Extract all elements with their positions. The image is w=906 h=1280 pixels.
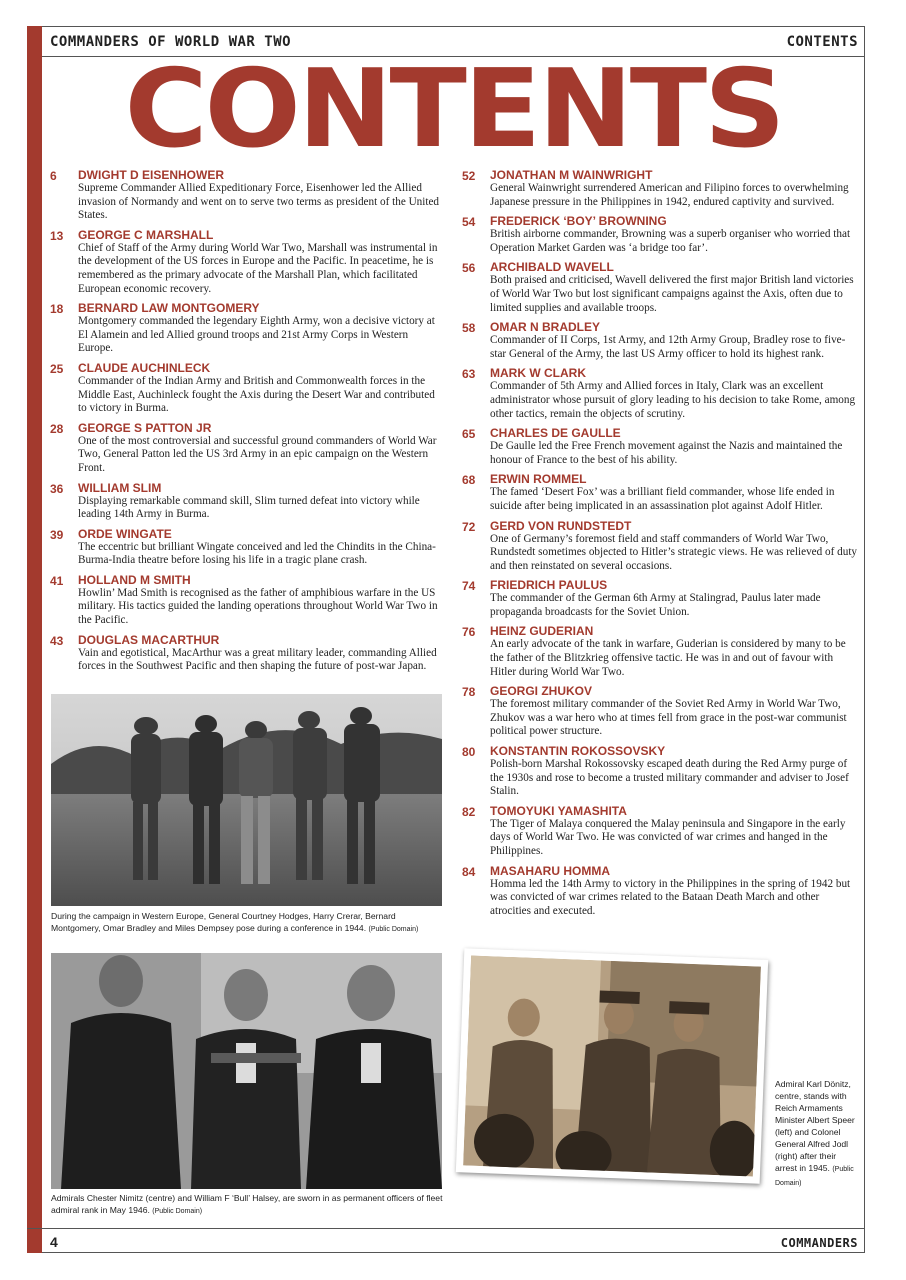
page-number: 4 — [50, 1234, 59, 1250]
footer-rule — [27, 1228, 865, 1229]
entry-body — [490, 864, 858, 919]
entry-page-number: 28 — [50, 421, 64, 436]
entry-body — [490, 578, 858, 619]
running-header-right: CONTENTS — [786, 34, 858, 50]
entry-page-number: 18 — [50, 302, 64, 317]
entry-page-number: 84 — [462, 864, 476, 879]
contents-entry[interactable] — [462, 214, 858, 255]
entry-name: DOUGLAS MACARTHUR — [78, 632, 220, 647]
entry-description: Montgomery commanded the legendary Eighth Army, won a decisive victory at El Alamein and led Allied ground troops and 21st Army Corps in Western Europe. — [78, 315, 435, 355]
contents-entry[interactable] — [50, 168, 442, 223]
entry-description: Howlin’ Mad Smith is recognised as the father of amphibious warfare in the US military. His tactics guided the landing operations throughout World War Two in the Pacific. — [78, 586, 438, 627]
entry-name: OMAR N BRADLEY — [490, 320, 600, 335]
entry-body — [78, 361, 442, 416]
contents-entry[interactable] — [50, 228, 442, 296]
page-title: CONTENTS — [124, 47, 783, 172]
entry-name: CLAUDE AUCHINLECK — [78, 360, 211, 375]
entry-page-number: 43 — [50, 633, 64, 648]
entry-name: TOMOYUKI YAMASHITA — [490, 803, 627, 818]
entry-body — [78, 168, 442, 223]
caption-text: During the campaign in Western Europe, General Courtney Hodges, Harry Crerar, Bernard Montgomery, Omar Bradley and Miles Dempsey pose during a conference in 1944. — [51, 911, 396, 933]
entry-description: The commander of the German 6th Army at Stalingrad, Paulus later made propaganda broadcasts for the Soviet Union. — [490, 592, 821, 618]
entry-page-number: 13 — [50, 228, 64, 243]
entry-page-number: 82 — [462, 804, 476, 819]
contents-entry[interactable] — [50, 481, 442, 522]
entry-body — [490, 519, 858, 574]
caption-photo-generals — [51, 910, 443, 936]
entry-name: KONSTANTIN ROKOSSOVSKY — [490, 744, 666, 759]
entry-body — [490, 168, 858, 209]
entry-body — [78, 228, 442, 296]
contents-entry[interactable] — [50, 573, 442, 628]
entry-page-number: 54 — [462, 215, 476, 230]
entry-description: British airborne commander, Browning was a superb organiser who worried that Operation Market Garden was ‘a bridge too far’. — [490, 228, 851, 254]
caption-photo-admirals — [51, 1192, 443, 1218]
entry-body — [78, 481, 442, 522]
entry-body — [78, 301, 442, 356]
entry-description: Commander of the Indian Army and British and Commonwealth forces in the Middle East, Auchinleck fought the Axis during the Desert War and contributed to victory in Burma. — [78, 374, 435, 415]
entry-name: WILLIAM SLIM — [78, 480, 162, 495]
entry-description: The famed ‘Desert Fox’ was a brilliant field commander, whose life ended in suicide after being implicated in an assassination plot against Adolf Hitler. — [490, 486, 835, 512]
contents-entry[interactable] — [462, 320, 858, 361]
entry-description: The eccentric but brilliant Wingate conceived and led the Chindits in the China-Burma-India theatre before losing his life in a tragic plane crash. — [78, 540, 436, 567]
entry-body — [78, 633, 442, 674]
entry-body — [490, 744, 858, 799]
entry-page-number: 58 — [462, 321, 476, 336]
entry-body — [490, 472, 858, 513]
contents-entry[interactable] — [462, 578, 858, 619]
entry-name: ERWIN ROMMEL — [490, 472, 587, 487]
entry-body — [490, 684, 858, 739]
entry-name: GEORGE C MARSHALL — [78, 227, 214, 242]
caption-text: Admiral Karl Dönitz, centre, stands with Reich Armaments Minister Albert Speer (left) and Colonel General Alfred Jodl (right) after their arrest in 1945. — [775, 1079, 855, 1173]
entry-name: HEINZ GUDERIAN — [490, 624, 594, 639]
contents-entry[interactable] — [462, 684, 858, 739]
contents-entry[interactable] — [462, 168, 858, 209]
contents-entry[interactable] — [462, 260, 858, 315]
contents-entry[interactable] — [462, 426, 858, 467]
entry-name: ARCHIBALD WAVELL — [490, 260, 614, 275]
entry-description: The Tiger of Malaya conquered the Malay peninsula and Singapore in the early days of World War Two. He was convicted of war crimes and hanged in the Philippines. — [490, 817, 846, 857]
entry-body — [490, 320, 858, 361]
entry-body — [490, 624, 858, 679]
caption-text: Admirals Chester Nimitz (centre) and William F ‘Bull’ Halsey, are sworn in as permanent officers of fleet admiral rank in May 1946. — [51, 1193, 443, 1215]
caption-credit: (Public Domain) — [152, 1208, 203, 1215]
entry-body — [490, 366, 858, 421]
contents-entry[interactable] — [50, 527, 442, 568]
caption-credit: (Public Domain) — [775, 1166, 854, 1187]
entry-description: One of the most controversial and successful ground commanders of World War Two, General Patton led the US 3rd Army in an epic campaign on the Western Front. — [78, 434, 437, 474]
entry-name: BERNARD LAW MONTGOMERY — [78, 301, 260, 316]
entry-page-number: 36 — [50, 481, 64, 496]
photo-generals-field — [51, 694, 442, 906]
running-header-left: COMMANDERS OF WORLD WAR TWO — [50, 34, 292, 50]
entry-name: GEORGE S PATTON JR — [78, 420, 212, 435]
photo-donitz-arrest — [454, 948, 772, 1188]
entry-description: General Wainwright surrendered American and Filipino forces to overwhelming Japanese pressure in the Philippines in 1942, endured captivity and survived. — [490, 182, 849, 208]
entry-page-number: 80 — [462, 745, 476, 760]
entry-page-number: 65 — [462, 427, 476, 442]
entry-name: MARK W CLARK — [490, 366, 586, 381]
entry-body — [78, 527, 442, 568]
contents-entry[interactable] — [50, 421, 442, 476]
entry-page-number: 39 — [50, 527, 64, 542]
entry-page-number: 6 — [50, 169, 57, 183]
entry-body — [78, 421, 442, 476]
entry-page-number: 25 — [50, 361, 64, 376]
entry-name: CHARLES DE GAULLE — [490, 426, 621, 441]
contents-entry[interactable] — [462, 519, 858, 574]
entry-name: JONATHAN M WAINWRIGHT — [490, 168, 653, 182]
entry-page-number: 41 — [50, 573, 64, 588]
contents-entry[interactable] — [50, 633, 442, 674]
entry-body — [490, 260, 858, 315]
entry-name: GERD VON RUNDSTEDT — [490, 518, 632, 533]
entry-description: Commander of 5th Army and Allied forces in Italy, Clark was an excellent administrator whose pursuit of glory leading to his decision to take Rome, among other tactics, remain the objects of scrutiny. — [490, 380, 856, 420]
entry-name: ORDE WINGATE — [78, 526, 172, 541]
entry-name: GEORGI ZHUKOV — [490, 684, 593, 699]
entry-description: Chief of Staff of the Army during World War Two, Marshall was instrumental in the development of the US forces in Europe and the Pacific. In peacetime, he is remembered as the primary advocate of the Marshall Plan, which facilitated European economic recovery. — [78, 241, 438, 295]
entry-page-number: 68 — [462, 473, 476, 488]
entry-description: Displaying remarkable command skill, Slim turned defeat into victory while leading 14th Army in Burma. — [78, 494, 420, 521]
entry-body — [490, 804, 858, 859]
contents-entry[interactable] — [462, 366, 858, 421]
entry-body — [78, 573, 442, 628]
caption-credit: (Public Domain) — [368, 926, 419, 933]
entry-description: De Gaulle led the Free French movement against the Nazis and maintained the honour of France to the best of his ability. — [490, 440, 843, 466]
entry-page-number: 78 — [462, 685, 476, 700]
entry-description: Polish-born Marshal Rokossovsky escaped death during the Red Army purge of the 1930s and rose to become a trusted military commander and adviser to Josef Stalin. — [490, 758, 849, 798]
contents-entry[interactable] — [462, 624, 858, 679]
entry-page-number: 56 — [462, 261, 476, 276]
contents-entry[interactable] — [462, 864, 858, 919]
entry-page-number: 63 — [462, 367, 476, 382]
entry-description: Vain and egotistical, MacArthur was a great military leader, commanding Allied forces in the Southwest Pacific and then shaping the future of post-war Japan. — [78, 646, 437, 673]
entry-description: The foremost military commander of the Soviet Red Army in World War Two, Zhukov was a war hero who at times fell from grace in the post-war communist political power structure. — [490, 698, 847, 738]
contents-column-right — [462, 168, 858, 923]
entry-name: FRIEDRICH PAULUS — [490, 578, 608, 593]
photo-admirals-ceremony — [51, 953, 442, 1189]
entry-page-number: 74 — [462, 579, 476, 594]
contents-entry[interactable] — [50, 301, 442, 356]
entry-name: FREDERICK ‘BOY’ BROWNING — [490, 214, 667, 229]
contents-entry[interactable] — [462, 804, 858, 859]
entry-name: DWIGHT D EISENHOWER — [78, 168, 224, 182]
entry-name: MASAHARU HOMMA — [490, 863, 610, 878]
contents-entry[interactable] — [50, 361, 442, 416]
contents-column-left — [50, 168, 442, 679]
entry-name: HOLLAND M SMITH — [78, 572, 191, 587]
entry-description: Both praised and criticised, Wavell delivered the first major British land victories of World War Two but lost significant campaigns against the Axis, often due to limited supplies and available troops. — [490, 274, 854, 314]
entry-description: Commander of II Corps, 1st Army, and 12th Army Group, Bradley rose to five-star General of the Army, the last US Army officer to hold its highest rank. — [490, 334, 846, 360]
contents-entry[interactable] — [462, 744, 858, 799]
contents-entry[interactable] — [462, 472, 858, 513]
entry-page-number: 72 — [462, 519, 476, 534]
entry-page-number: 52 — [462, 169, 476, 183]
caption-photo-donitz — [775, 1078, 857, 1190]
entry-description: An early advocate of the tank in warfare, Guderian is considered by many to be the father of the Blitzkrieg offensive tactic. He was in and out of favour with Hitler during World War Two. — [490, 638, 846, 678]
entry-body — [490, 214, 858, 255]
entry-description: One of Germany’s foremost field and staff commanders of World War Two, Rundstedt sometimes objected to Hitler’s strategic views. He was relieved of duty and then reinstated on several occasions. — [490, 532, 858, 572]
entry-description: Homma led the 14th Army to victory in the Philippines in the spring of 1942 but was convicted of war crimes related to the Bataan Death March and other atrocities and executed. — [490, 877, 851, 917]
entry-body — [490, 426, 858, 467]
entry-page-number: 76 — [462, 625, 476, 640]
entry-description: Supreme Commander Allied Expeditionary Force, Eisenhower led the Allied invasion of Normandy and went on to serve two terms as president of the United States. — [78, 182, 440, 222]
red-margin-bar — [27, 26, 42, 1253]
running-footer-right: COMMANDERS — [780, 1236, 858, 1250]
